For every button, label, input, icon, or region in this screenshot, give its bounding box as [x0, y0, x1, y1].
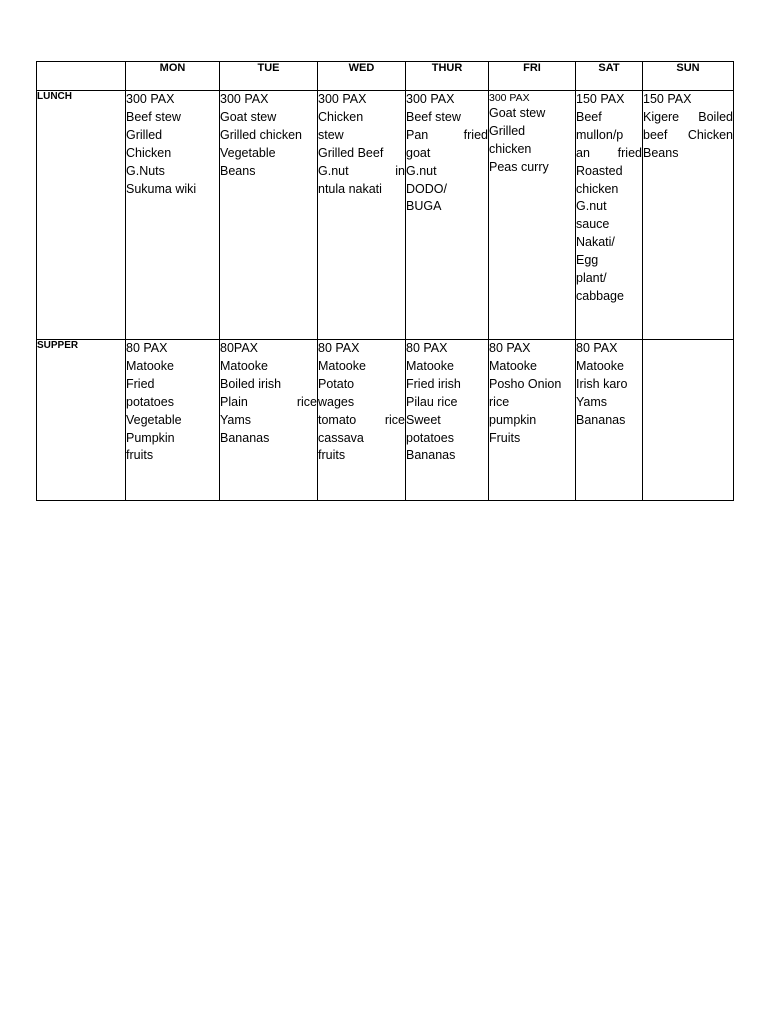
- menu-line: Beef: [576, 109, 602, 124]
- day-header-tue: TUE: [220, 62, 318, 91]
- menu-line: G.nut: [406, 163, 437, 178]
- meal-label-lunch: LUNCH: [37, 91, 126, 340]
- menu-word: rice: [384, 412, 405, 427]
- menu-line: G.nut: [576, 199, 607, 214]
- menu-word: Chicken: [687, 127, 733, 142]
- menu-line: sauce: [576, 217, 610, 232]
- menu-line: [318, 412, 405, 430]
- meal-label-supper: SUPPER: [37, 340, 126, 501]
- menu-line: Beef stew: [406, 109, 461, 124]
- menu-line: [220, 394, 317, 412]
- day-header-wed: WED: [318, 62, 406, 91]
- pax-count: 80 PAX: [489, 341, 531, 355]
- menu-line: potatoes: [126, 394, 174, 409]
- supper-fri-cell: [489, 340, 576, 501]
- lunch-wed-cell: [318, 91, 406, 340]
- pax-count: 300 PAX: [126, 92, 175, 106]
- pax-count: 80PAX: [220, 341, 258, 355]
- lunch-thur-cell: [406, 91, 489, 340]
- menu-line: wages: [318, 394, 355, 409]
- menu-line: Matooke: [406, 358, 454, 373]
- menu-word: rice: [296, 394, 317, 409]
- menu-line: Bananas: [220, 430, 270, 445]
- menu-line: plant/: [576, 271, 607, 286]
- menu-line: fruits: [126, 448, 154, 463]
- menu-line: goat: [406, 145, 431, 160]
- supper-mon-cell: [126, 340, 220, 501]
- menu-line: Posho Onion: [489, 376, 562, 391]
- menu-line: Beef stew: [126, 109, 181, 124]
- menu-line: Bananas: [406, 448, 456, 463]
- supper-wed-cell: [318, 340, 406, 501]
- menu-line: [576, 145, 642, 163]
- pax-count: 80 PAX: [318, 341, 360, 355]
- lunch-row: [37, 91, 734, 340]
- menu-word: Kigere: [643, 109, 680, 124]
- menu-line: Roasted: [576, 163, 623, 178]
- menu-line: [643, 109, 733, 127]
- menu-line: Pumpkin: [126, 430, 175, 445]
- header-row: [37, 62, 734, 91]
- supper-thur-cell: [406, 340, 489, 501]
- menu-word: Pan: [406, 127, 429, 142]
- menu-line: Beans: [220, 163, 256, 178]
- menu-line: potatoes: [406, 430, 454, 445]
- menu-line: mullon/p: [576, 127, 624, 142]
- menu-line: ntula nakati: [318, 181, 382, 196]
- pax-count: 300 PAX: [220, 92, 269, 106]
- pax-count: 300 PAX: [489, 92, 530, 104]
- menu-word: Plain: [220, 394, 248, 409]
- menu-line: pumpkin: [489, 412, 537, 427]
- day-header-fri: FRI: [489, 62, 576, 91]
- menu-line: Beans: [643, 145, 679, 160]
- supper-sat-cell: [576, 340, 643, 501]
- menu-word: fried: [463, 127, 488, 142]
- lunch-mon-cell: [126, 91, 220, 340]
- menu-line: Sukuma wiki: [126, 181, 197, 196]
- menu-line: Bananas: [576, 412, 626, 427]
- menu-line: Pilau rice: [406, 394, 458, 409]
- pax-count: 80 PAX: [406, 341, 448, 355]
- supper-row: [37, 340, 734, 501]
- day-header-sat: SAT: [576, 62, 643, 91]
- menu-line: Goat stew: [220, 109, 277, 124]
- menu-line: Grilled: [489, 123, 526, 138]
- day-header-sun: SUN: [643, 62, 734, 91]
- menu-line: Fruits: [489, 430, 521, 445]
- menu-line: Yams: [220, 412, 252, 427]
- menu-line: Goat stew: [489, 106, 546, 120]
- menu-line: Fried irish: [406, 376, 461, 391]
- menu-line: G.Nuts: [126, 163, 165, 178]
- menu-line: Matooke: [576, 358, 624, 373]
- menu-line: Potato: [318, 376, 355, 391]
- weekly-menu-table: [36, 61, 734, 501]
- pax-count: 150 PAX: [576, 92, 625, 106]
- menu-line: Chicken: [126, 145, 172, 160]
- menu-word: an: [576, 145, 590, 160]
- pax-count: 300 PAX: [406, 92, 455, 106]
- menu-word: in: [395, 163, 405, 178]
- menu-line: Chicken: [318, 109, 364, 124]
- menu-line: Grilled: [126, 127, 163, 142]
- menu-word: beef: [643, 127, 668, 142]
- menu-line: Vegetable: [126, 412, 182, 427]
- menu-line: Irish karo: [576, 376, 628, 391]
- menu-line: chicken: [576, 181, 619, 196]
- menu-line: Matooke: [220, 358, 268, 373]
- menu-line: cabbage: [576, 288, 624, 303]
- pax-count: 300 PAX: [318, 92, 367, 106]
- menu-line: stew: [318, 127, 344, 142]
- menu-line: Peas curry: [489, 159, 549, 174]
- menu-line: Yams: [576, 394, 608, 409]
- pax-count: 80 PAX: [126, 341, 168, 355]
- menu-line: fruits: [318, 448, 346, 463]
- menu-line: Vegetable: [220, 145, 276, 160]
- menu-line: rice: [489, 394, 510, 409]
- supper-tue-cell: [220, 340, 318, 501]
- lunch-sun-cell: [643, 91, 734, 340]
- corner-cell: [37, 62, 126, 91]
- menu-line: Matooke: [126, 358, 174, 373]
- menu-line: [643, 127, 733, 145]
- lunch-tue-cell: [220, 91, 318, 340]
- menu-word: tomato: [318, 412, 357, 427]
- menu-line: [406, 127, 488, 145]
- pax-count: 150 PAX: [643, 92, 692, 106]
- menu-line: Egg: [576, 253, 599, 268]
- menu-line: Nakati/: [576, 235, 615, 250]
- menu-line: Matooke: [489, 358, 537, 373]
- menu-line: Boiled irish: [220, 376, 282, 391]
- menu-line: BUGA: [406, 199, 442, 214]
- day-header-thur: THUR: [406, 62, 489, 91]
- lunch-fri-cell: [489, 91, 576, 340]
- day-header-mon: MON: [126, 62, 220, 91]
- menu-line: Fried: [126, 376, 155, 391]
- menu-word: G.nut: [318, 163, 349, 178]
- menu-line: Matooke: [318, 358, 366, 373]
- supper-sun-cell: [643, 340, 734, 501]
- menu-word: Boiled: [698, 109, 733, 124]
- menu-line: Sweet: [406, 412, 441, 427]
- menu-line: Grilled Beef: [318, 145, 384, 160]
- menu-line: DODO/: [406, 181, 447, 196]
- lunch-sat-cell: [576, 91, 643, 340]
- menu-word: fried: [617, 145, 642, 160]
- menu-line: cassava: [318, 430, 364, 445]
- menu-line: Grilled chicken: [220, 127, 302, 142]
- menu-line: [318, 163, 405, 181]
- menu-line: chicken: [489, 141, 532, 156]
- pax-count: 80 PAX: [576, 341, 618, 355]
